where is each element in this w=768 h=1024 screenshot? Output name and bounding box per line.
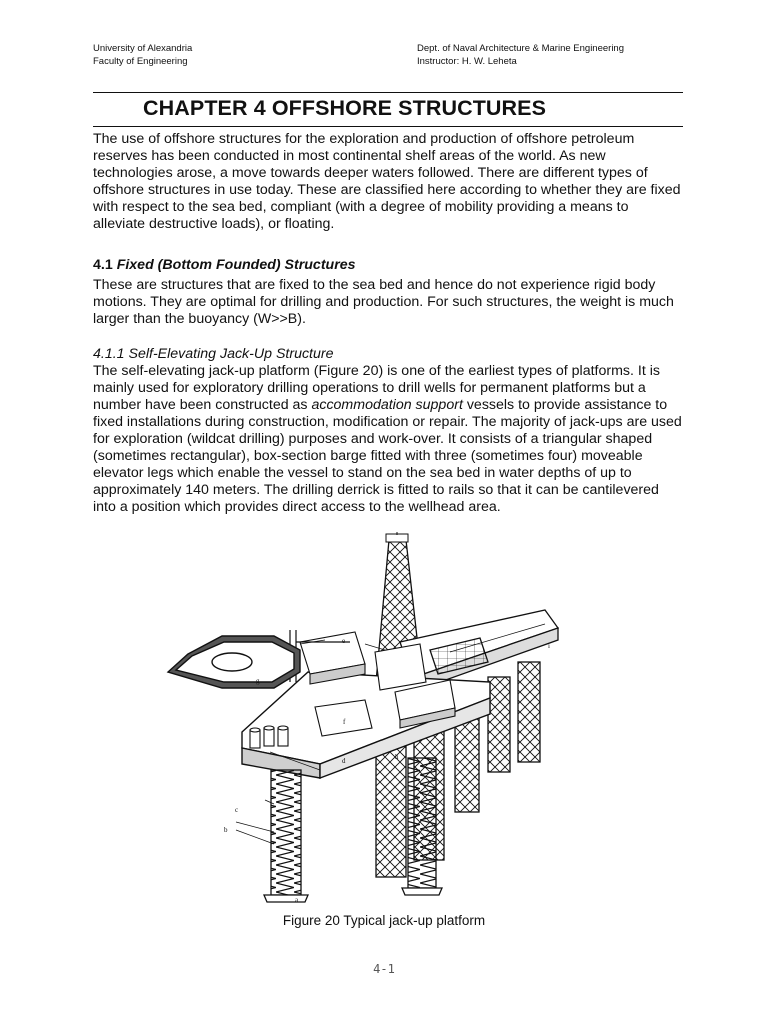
- figure-caption: Figure 20 Typical jack-up platform: [282, 913, 486, 928]
- section-4-1-1-paragraph: [93, 363, 683, 516]
- figure-label-i: i: [548, 642, 550, 650]
- figure-label-e: e: [342, 637, 346, 645]
- chapter-title: CHAPTER 4 OFFSHORE STRUCTURES: [143, 96, 547, 120]
- figure-label-a: a: [295, 896, 299, 904]
- figure-label-c: c: [235, 806, 239, 814]
- section-4-1-heading: [93, 257, 683, 274]
- helideck: [168, 636, 300, 688]
- header-university: University of Alexandria: [93, 43, 193, 54]
- section-4-1-number: 4.1: [93, 257, 113, 273]
- title-rule-bottom: [93, 126, 683, 127]
- jackup-platform-figure: [150, 532, 570, 907]
- page-number: 4-1: [373, 962, 395, 976]
- figure-label-d: d: [342, 757, 346, 765]
- figure-label-f: f: [343, 718, 346, 726]
- section-4-1-1-heading: 4.1.1 Self-Elevating Jack-Up Structure: [93, 346, 334, 362]
- header-department: Dept. of Naval Architecture & Marine Engineering: [417, 43, 624, 54]
- header-right: [417, 43, 624, 68]
- figure-label-g: g: [256, 677, 260, 685]
- title-rule-top: [93, 92, 683, 93]
- paragraph-part1: The self-elevating jack-up platform (Figure 20) is one of the earliest types of platforms. It is mainly used for exploratory drilling operations to drill wells for permanent platforms but a number have been constructed as: [93, 363, 660, 413]
- front-legs: [264, 758, 442, 902]
- header-left: [93, 43, 192, 68]
- section-4-1-title: Fixed (Bottom Founded) Structures: [116, 257, 356, 273]
- header-faculty: Faculty of Engineering: [93, 55, 188, 67]
- figure-label-h: h: [395, 753, 399, 761]
- section-4-1-paragraph: These are structures that are fixed to the sea bed and hence do not experience rigid body motions. They are optimal for drilling and production. For such structures, the weight is much larger than the buoyancy (W>>B).: [93, 277, 674, 327]
- paragraph-part2: vessels to provide assistance to fixed installations during construction, modification or repair. The majority of jack-ups are used for exploration (wildcat drilling) purposes and work-over. It consists of a triangular shaped (sometimes rectangular), box-section barge fitted with three (sometimes four) moveable elevator legs which enable the vessel to stand on the sea bed in water depths of up to approximately 140 meters. The drilling derrick is fitted to rails so that it can be cantilevered into a position which provides direct access to the wellhead area.: [93, 397, 682, 515]
- paragraph-italic-term: accommodation support: [311, 397, 463, 413]
- figure-label-b: b: [224, 826, 228, 834]
- intro-paragraph: The use of offshore structures for the exploration and production of offshore petroleum reserves has been conducted in most continental shelf areas of the world. As new technologies arose, a move towards deeper waters followed. There are different types of offshore structures in use today. These are classified here according to whether they are fixed with respect to the sea bed, compliant (with a degree of mobility providing a means to alleviate destructive loads), or floating.: [93, 131, 681, 232]
- header-instructor: Instructor: H. W. Leheta: [417, 55, 517, 67]
